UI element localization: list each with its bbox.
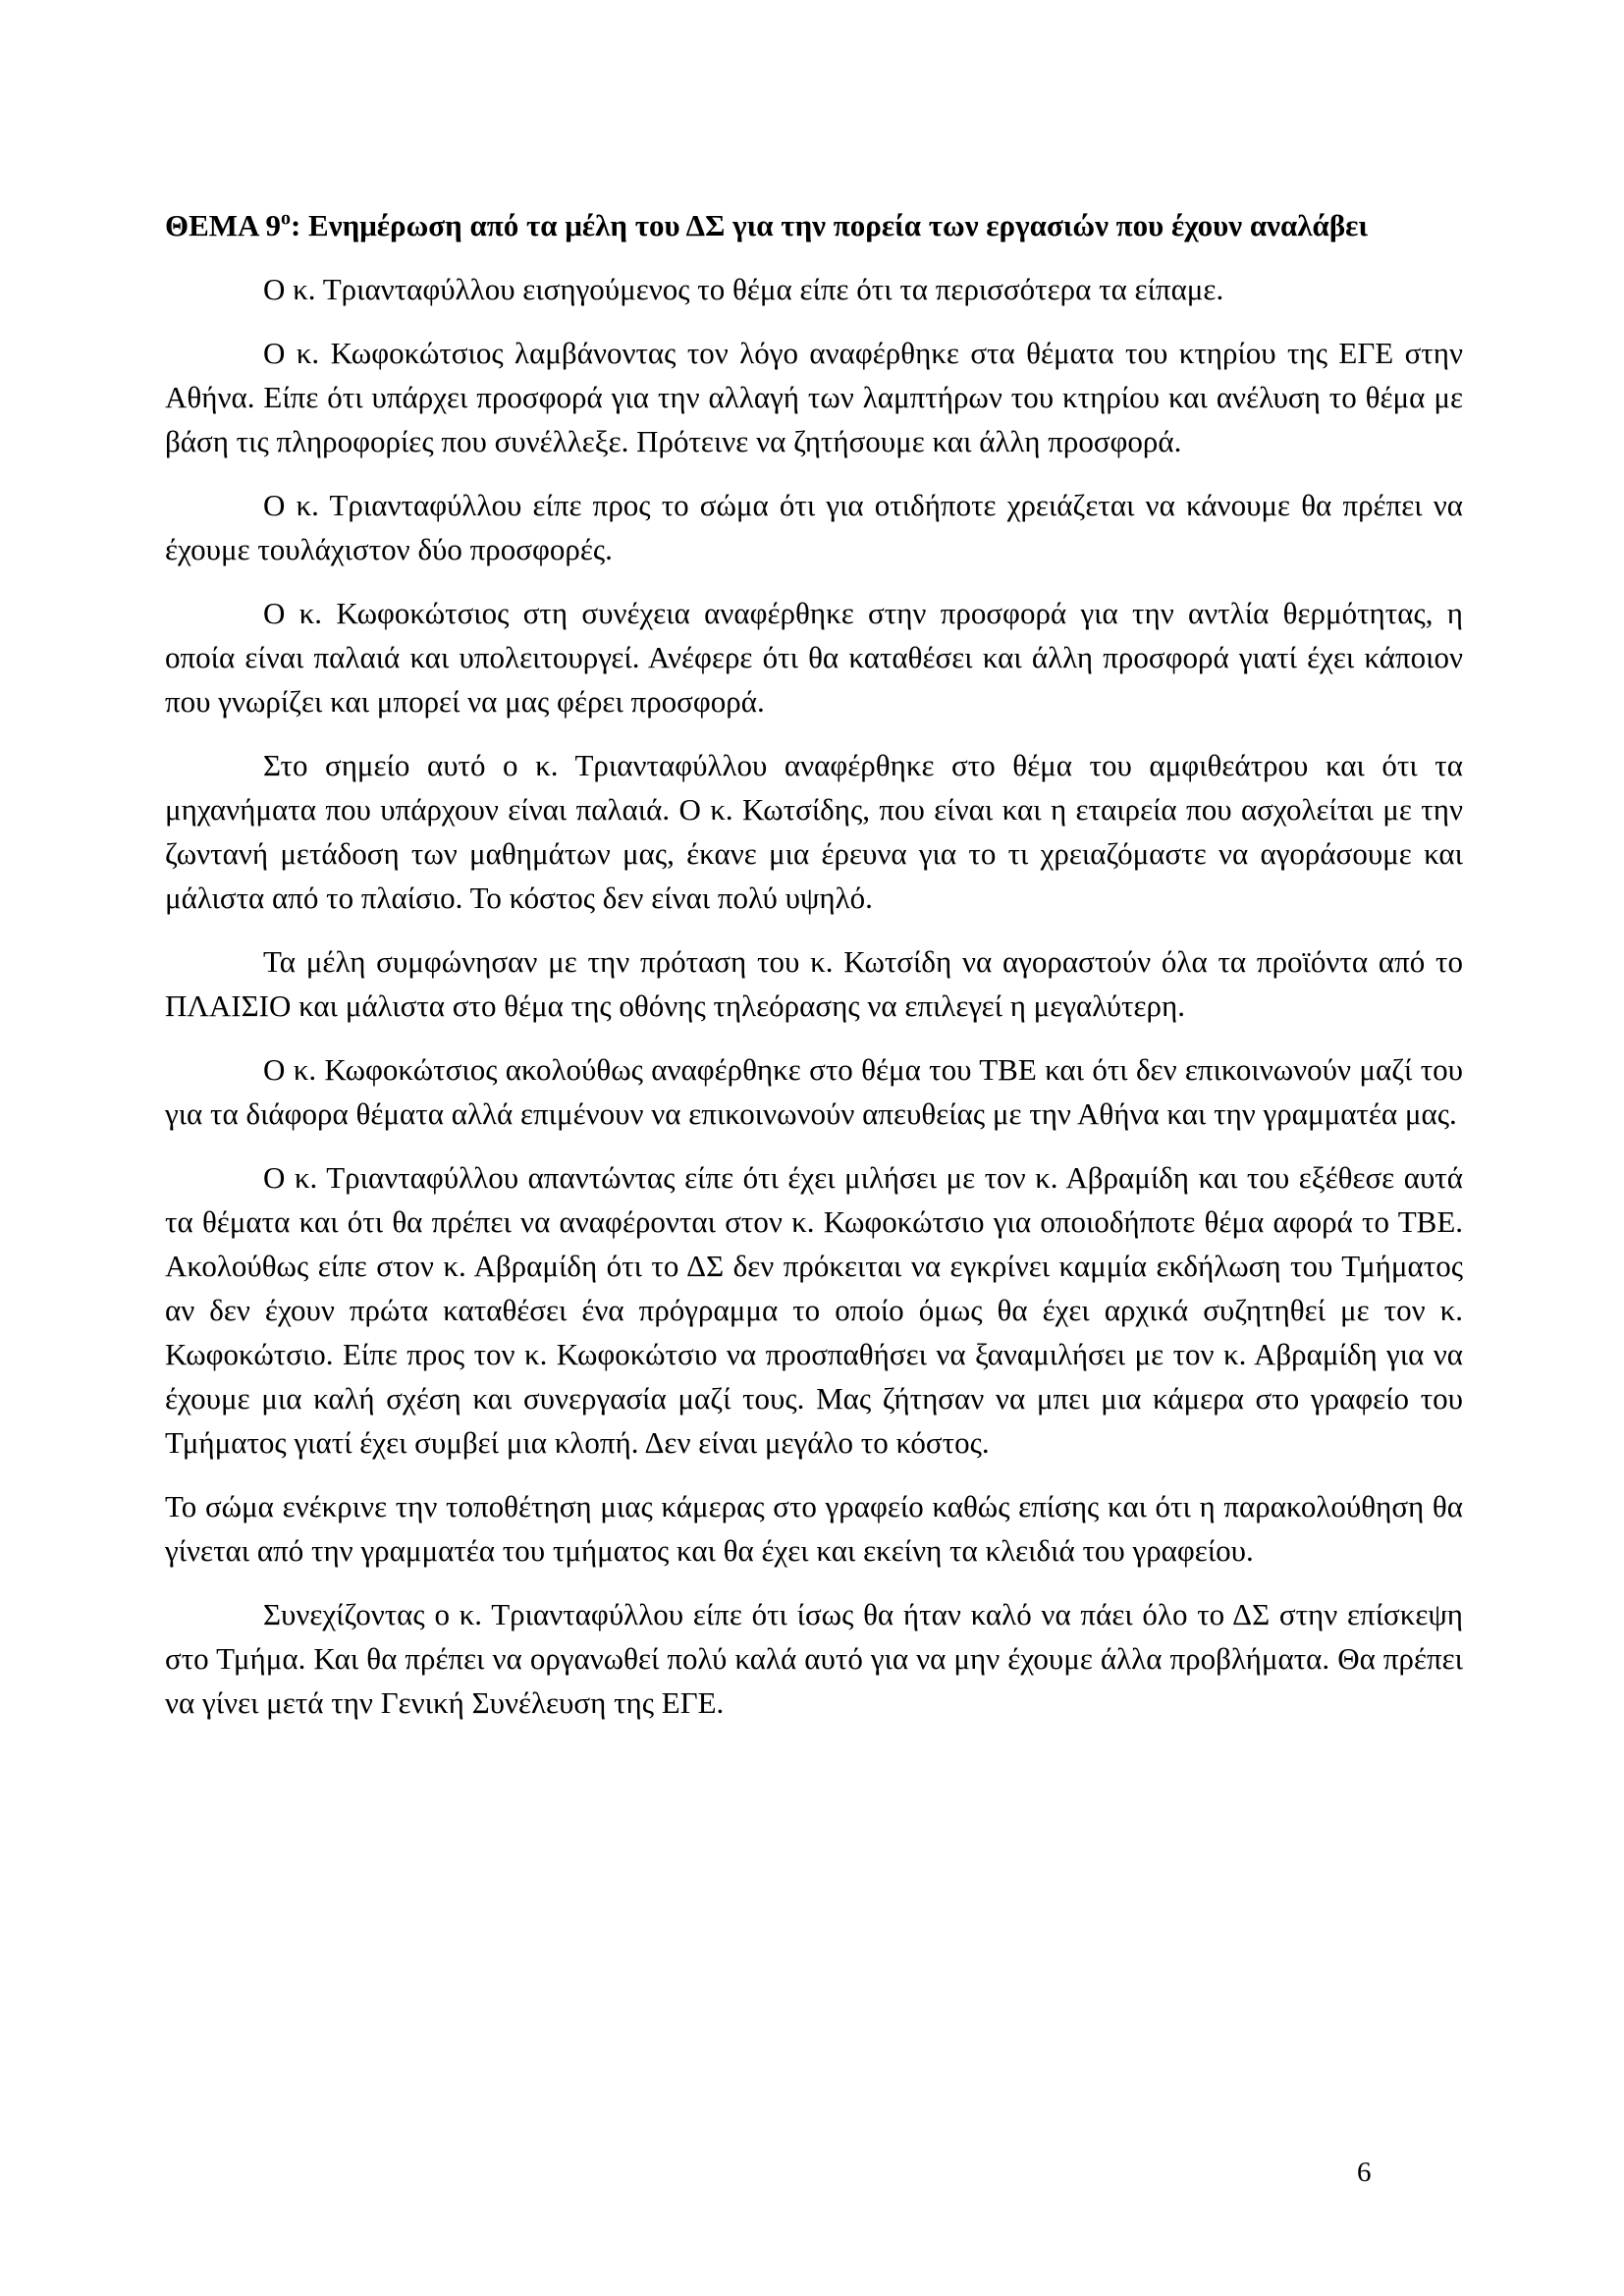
paragraph: Ο κ. Τριανταφύλλου απαντώντας είπε ότι έχει μιλήσει με τον κ. Αβραμίδη και του εξέθεσε αυτά τα θέματα και ότι θα πρέπει να αναφέρονται στον κ. Κωφοκώτσιο για οποιοδήποτε θέμα αφορά το ΤΒΕ. Ακολούθως είπε στον κ. Αβραμίδη ότι το ΔΣ δεν πρόκειται να εγκρίνει καμμία εκδήλωση του Τμήματος αν δεν έχουν πρώτα καταθέσει ένα πρόγραμμα το οποίο όμως θα έχει αρχικά συζητηθεί με τον κ. Κωφοκώτσιο. Είπε προς τον κ. Κωφοκώτσιο να προσπαθήσει να ξαναμιλήσει με τον κ. Αβραμίδη για να έχουμε μια καλή σχέση και συνεργασία μαζί τους. Μας ζήτησαν να μπει μια κάμερα στο γραφείο του Τμήματος γιατί έχει συμβεί μια κλοπή. Δεν είναι μεγάλο το κόστος.	[165, 1160, 1463, 1460]
paragraph: Ο κ. Τριανταφύλλου εισηγούμενος το θέμα είπε ότι τα περισσότερα τα είπαμε.	[263, 272, 1224, 306]
paragraph: Ο κ. Κωφοκώτσιος ακολούθως αναφέρθηκε στο θέμα του ΤΒΕ και ότι δεν επικοινωνούν μαζί του για τα διάφορα θέματα αλλά επιμένουν να επικοινωνούν απευθείας με την Αθήνα και την γραμματέα μας.	[165, 1052, 1463, 1131]
topic-heading	[165, 203, 1463, 247]
topic-heading-superscript: ο	[280, 207, 291, 230]
paragraph: Στο σημείο αυτό ο κ. Τριανταφύλλου αναφέρθηκε στο θέμα του αμφιθεάτρου και ότι τα μηχανήματα που υπάρχουν είναι παλαιά. Ο κ. Κωτσίδης, που είναι και η εταιρεία που ασχολείται με την ζωντανή μετάδοση των μαθημάτων μας, έκανε μια έρευνα για το τι χρειαζόμαστε να αγοράσουμε και μάλιστα από το πλαίσιο. Το κόστος δεν είναι πολύ υψηλό.	[165, 748, 1463, 915]
paragraph: Ο κ. Κωφοκώτσιος λαμβάνοντας τον λόγο αναφέρθηκε στα θέματα του κτηρίου της ΕΓΕ στην Αθήνα. Είπε ότι υπάρχει προσφορά για την αλλαγή των λαμπτήρων του κτηρίου και ανέλυση το θέμα με βάση τις πληροφορίες που συνέλλεξε. Πρότεινε να ζητήσουμε και άλλη προσφορά.	[165, 336, 1463, 458]
paragraph: Συνεχίζοντας ο κ. Τριανταφύλλου είπε ότι ίσως θα ήταν καλό να πάει όλο το ΔΣ στην επίσκεψη στο Τμήμα. Και θα πρέπει να οργανωθεί πολύ καλά αυτό για να μην έχουμε άλλα προβλήματα. Θα πρέπει να γίνει μετά την Γενική Συνέλευση της ΕΓΕ.	[165, 1597, 1463, 1720]
paragraph: Ο κ. Τριανταφύλλου είπε προς το σώμα ότι για οτιδήποτε χρειάζεται να κάνουμε θα πρέπει να έχουμε τουλάχιστον δύο προσφορές.	[165, 488, 1463, 566]
topic-heading-prefix: ΘΕΜΑ 9	[165, 208, 281, 242]
page-number: 6	[1357, 2157, 1372, 2188]
paragraph: Το σώμα ενέκρινε την τοποθέτηση μιας κάμερας στο γραφείο καθώς επίσης και ότι η παρακολούθηση θα γίνεται από την γραμματέα του τμήματος και θα έχει και εκείνη τα κλειδιά του γραφείου.	[165, 1489, 1463, 1568]
paragraph: Ο κ. Κωφοκώτσιος στη συνέχεια αναφέρθηκε στην προσφορά για την αντλία θερμότητας, η οποία είναι παλαιά και υπολειτουργεί. Ανέφερε ότι θα καταθέσει και άλλη προσφορά γιατί έχει κάποιον που γνωρίζει και μπορεί να μας φέρει προσφορά.	[165, 596, 1463, 719]
paragraph: Τα μέλη συμφώνησαν με την πρόταση του κ. Κωτσίδη να αγοραστούν όλα τα προϊόντα από το ΠΛΑΙΣΙΟ και μάλιστα στο θέμα της οθόνης τηλεόρασης να επιλεγεί η μεγαλύτερη.	[165, 944, 1463, 1023]
topic-heading-rest: : Ενημέρωση από τα μέλη του ΔΣ για την πορεία των εργασιών που έχουν αναλάβει	[290, 208, 1369, 242]
